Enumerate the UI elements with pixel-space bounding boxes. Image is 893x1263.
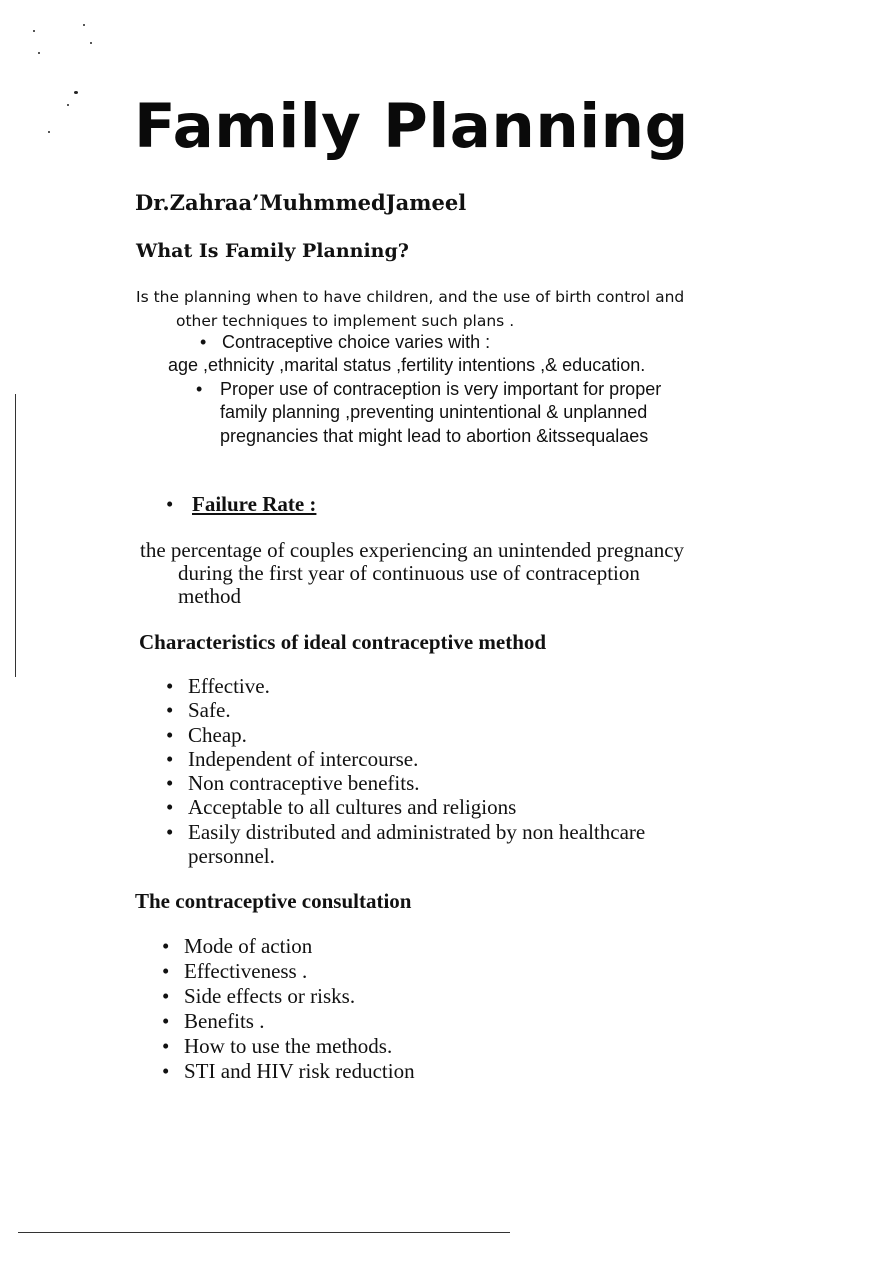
list-item: • Independent of intercourse. [166,746,419,771]
bullet-icon: • [166,795,174,820]
scan-speck [83,24,85,26]
bullet-icon: • [162,1034,170,1058]
bullet-icon: • [166,674,174,698]
scan-speck [67,104,69,106]
footer-rule [18,1232,510,1233]
scan-speck [48,131,50,133]
scan-speck [38,52,40,54]
consultation-list [162,934,415,1084]
bullet-icon: • [166,746,174,771]
bullet-proper-use [196,378,661,402]
list-item: • Effective. [166,674,270,698]
list-item: • Benefits . [162,1009,265,1033]
scan-speck [90,42,92,44]
characteristics-list [166,674,646,869]
bullet-icon: • [166,819,174,844]
failure-rate-line-1: the percentage of couples experiencing an unintended pregnancy [140,538,685,562]
bullet-icon: • [166,722,174,747]
section-heading-what-is: What Is Family Planning? [136,240,409,262]
failure-rate-label: Failure Rate : [192,492,317,516]
list-item: • Side effects or risks. [162,984,356,1008]
list-item: • Mode of action [162,934,313,958]
bullet-icon: • [162,1059,170,1083]
list-item: • Non contraceptive benefits. [166,771,420,796]
page-title: Family Planning [134,91,689,162]
failure-rate-line-3: method [178,584,241,608]
list-item: • Effectiveness . [162,959,308,983]
bullet-icon: • [166,492,174,516]
characteristics-heading: Characteristics of ideal contraceptive method [139,630,547,654]
list-item-continuation: personnel. [188,844,275,869]
author-name: Dr.Zahraa’MuhmmedJameel [135,190,467,215]
definition-line-2: other techniques to implement such plans . [176,312,515,330]
list-item: • Easily distributed and administrated by non healthcare [166,819,646,844]
bullet-text: Contraceptive choice varies with : [222,332,491,352]
scan-speck [74,91,78,94]
list-item: • Safe. [166,698,231,723]
list-item: • Cheap. [166,722,247,747]
bullet-icon: • [166,698,174,723]
bullet-icon: • [162,934,170,958]
list-item: • Acceptable to all cultures and religions [166,795,517,820]
bullet-proper-use-line-2: family planning ,preventing unintentional & unplanned [220,402,648,422]
bullet-contraceptive-choice [200,331,490,355]
bullet-proper-use-line-3: pregnancies that might lead to abortion &itssequalaes [220,426,649,446]
scan-speck [33,30,35,32]
failure-rate-line-2: during the first year of continuous use of contraception [178,561,640,585]
bullet-choice-detail: age ,ethnicity ,marital status ,fertility intentions ,& education. [168,355,646,375]
bullet-icon: • [196,379,203,399]
consultation-heading: The contraceptive consultation [135,889,412,913]
bullet-icon: • [200,332,207,352]
list-item: • STI and HIV risk reduction [162,1059,415,1083]
bullet-icon: • [162,959,170,983]
failure-rate-heading [166,493,316,516]
bullet-icon: • [162,984,170,1008]
bullet-text: Proper use of contraception is very important for proper [220,379,662,399]
definition-line-1: Is the planning when to have children, and the use of birth control and [136,288,685,306]
bullet-icon: • [162,1009,170,1033]
scan-edge-line [15,394,16,677]
list-item: • How to use the methods. [162,1034,393,1058]
bullet-icon: • [166,771,174,796]
